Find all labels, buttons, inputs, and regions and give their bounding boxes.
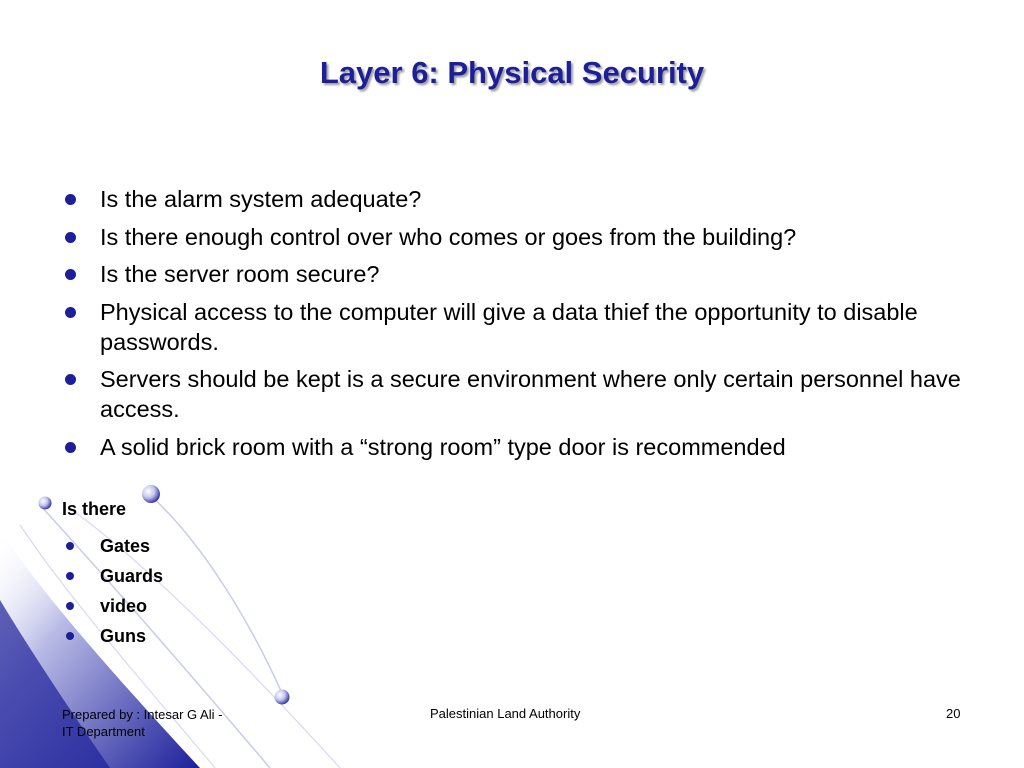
page-number: 20 [946, 706, 961, 721]
bullet-item: Is the alarm system adequate? [62, 184, 972, 214]
sub-bullet-item: video [62, 591, 362, 621]
bullet-item: Is there enough control over who comes or goes from the building? [62, 222, 972, 252]
bullet-item: Servers should be kept is a secure environment where only certain personnel have access. [62, 364, 972, 424]
sub-bullet-item: Guards [62, 561, 362, 591]
wave-bead-1 [142, 485, 160, 503]
wave-bead-2 [39, 497, 52, 510]
footer-organization: Palestinian Land Authority [430, 706, 581, 721]
wave-bead-3 [275, 690, 290, 705]
sub-heading: Is there [62, 499, 127, 519]
footer-author [62, 706, 222, 740]
main-bullet-list [62, 184, 972, 469]
bullet-item: Is the server room secure? [62, 259, 972, 289]
footer-author-line2: IT Department [62, 724, 145, 739]
sub-bullet-list [62, 531, 362, 651]
bullet-item: A solid brick room with a “strong room” type door is recommended [62, 432, 972, 462]
footer-author-line1: Prepared by : Intesar G Ali - [62, 707, 223, 722]
sub-bullet-item: Guns [62, 621, 362, 651]
bullet-item: Physical access to the computer will give a data thief the opportunity to disable passwords. [62, 297, 972, 357]
slide-title: Layer 6: Physical Security [319, 55, 705, 90]
sub-bullet-item: Gates [62, 531, 362, 561]
